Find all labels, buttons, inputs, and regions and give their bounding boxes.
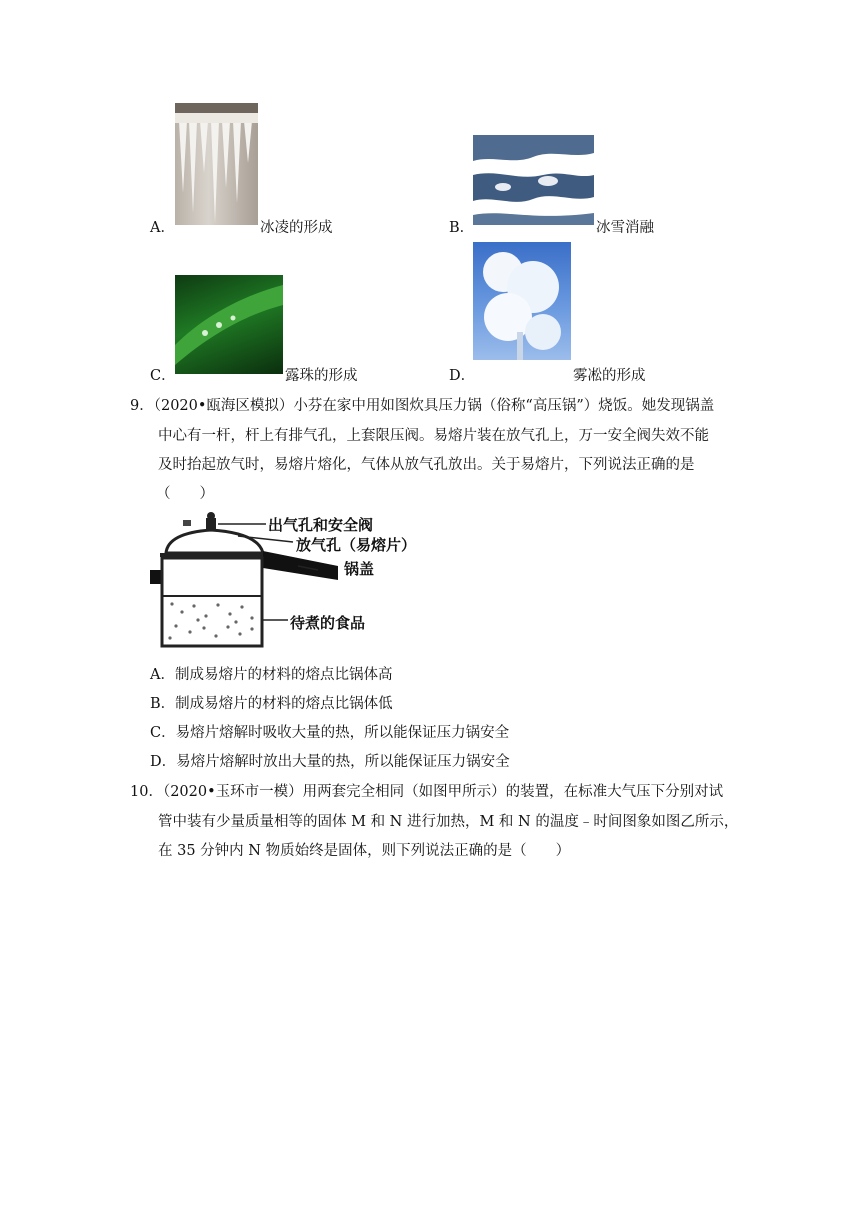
question-text-line: 9．（2020•瓯海区模拟）小芬在家中用如图炊具压力锅（俗称“高压锅”）烧饭。她发现锅盖 <box>130 398 715 414</box>
figure-label: 锅盖 <box>344 560 375 578</box>
question-text-line: 在 35 分钟内 N 物质始终是固体，则下列说法正确的是（ ） <box>158 843 571 859</box>
option-letter: A． <box>150 220 175 236</box>
question-text-line: 管中装有少量质量相等的固体 M 和 N 进行加热，M 和 N 的温度﹣时间图象如图乙所示， <box>158 814 739 830</box>
icicle-icon <box>175 103 258 225</box>
option-letter: C． <box>150 368 176 384</box>
rime-tree-photo <box>473 242 571 374</box>
option-b: B．制成易熔片的材料的熔点比锅体低 <box>150 696 393 712</box>
option-c: C．易熔片熔解时吸收大量的热，所以能保证压力锅安全 <box>150 725 510 741</box>
figure-label: 待煮的食品 <box>290 614 366 632</box>
figure-label: 出气孔和安全阀 <box>268 516 374 534</box>
option-d: D．易熔片熔解时放出大量的热，所以能保证压力锅安全 <box>150 754 510 770</box>
option-letter: D． <box>449 368 476 384</box>
option-a: A．制成易熔片的材料的熔点比锅体高 <box>150 667 393 683</box>
melting-snow-photo <box>473 135 594 225</box>
leaf-icon <box>175 275 283 374</box>
question-text-line: 10．（2020•玉环市一模）用两套完全相同（如图甲所示）的装置，在标准大气压下分别对试 <box>130 784 724 800</box>
question-text-line: 及时抬起放气时，易熔片熔化，气体从放气孔放出。关于易熔片，下列说法正确的是 <box>158 457 695 473</box>
dew-leaf-photo <box>175 275 283 374</box>
snow-stream-icon <box>473 135 594 225</box>
frost-tree-icon <box>473 242 571 374</box>
figure-label: 放气孔（易熔片） <box>296 536 417 554</box>
question-text-line: 中心有一杆，杆上有排气孔，上套限压阀。易熔片装在放气孔上，万一安全阀失效不能 <box>158 428 709 444</box>
option-caption: 冰雪消融 <box>596 220 654 236</box>
icicle-photo <box>175 103 258 225</box>
pressure-cooker-figure <box>148 508 428 653</box>
option-caption: 雾凇的形成 <box>573 368 646 384</box>
option-letter: B． <box>449 220 475 236</box>
answer-bracket: （ ） <box>156 486 214 502</box>
option-caption: 露珠的形成 <box>285 368 358 384</box>
option-caption: 冰凌的形成 <box>260 220 333 236</box>
